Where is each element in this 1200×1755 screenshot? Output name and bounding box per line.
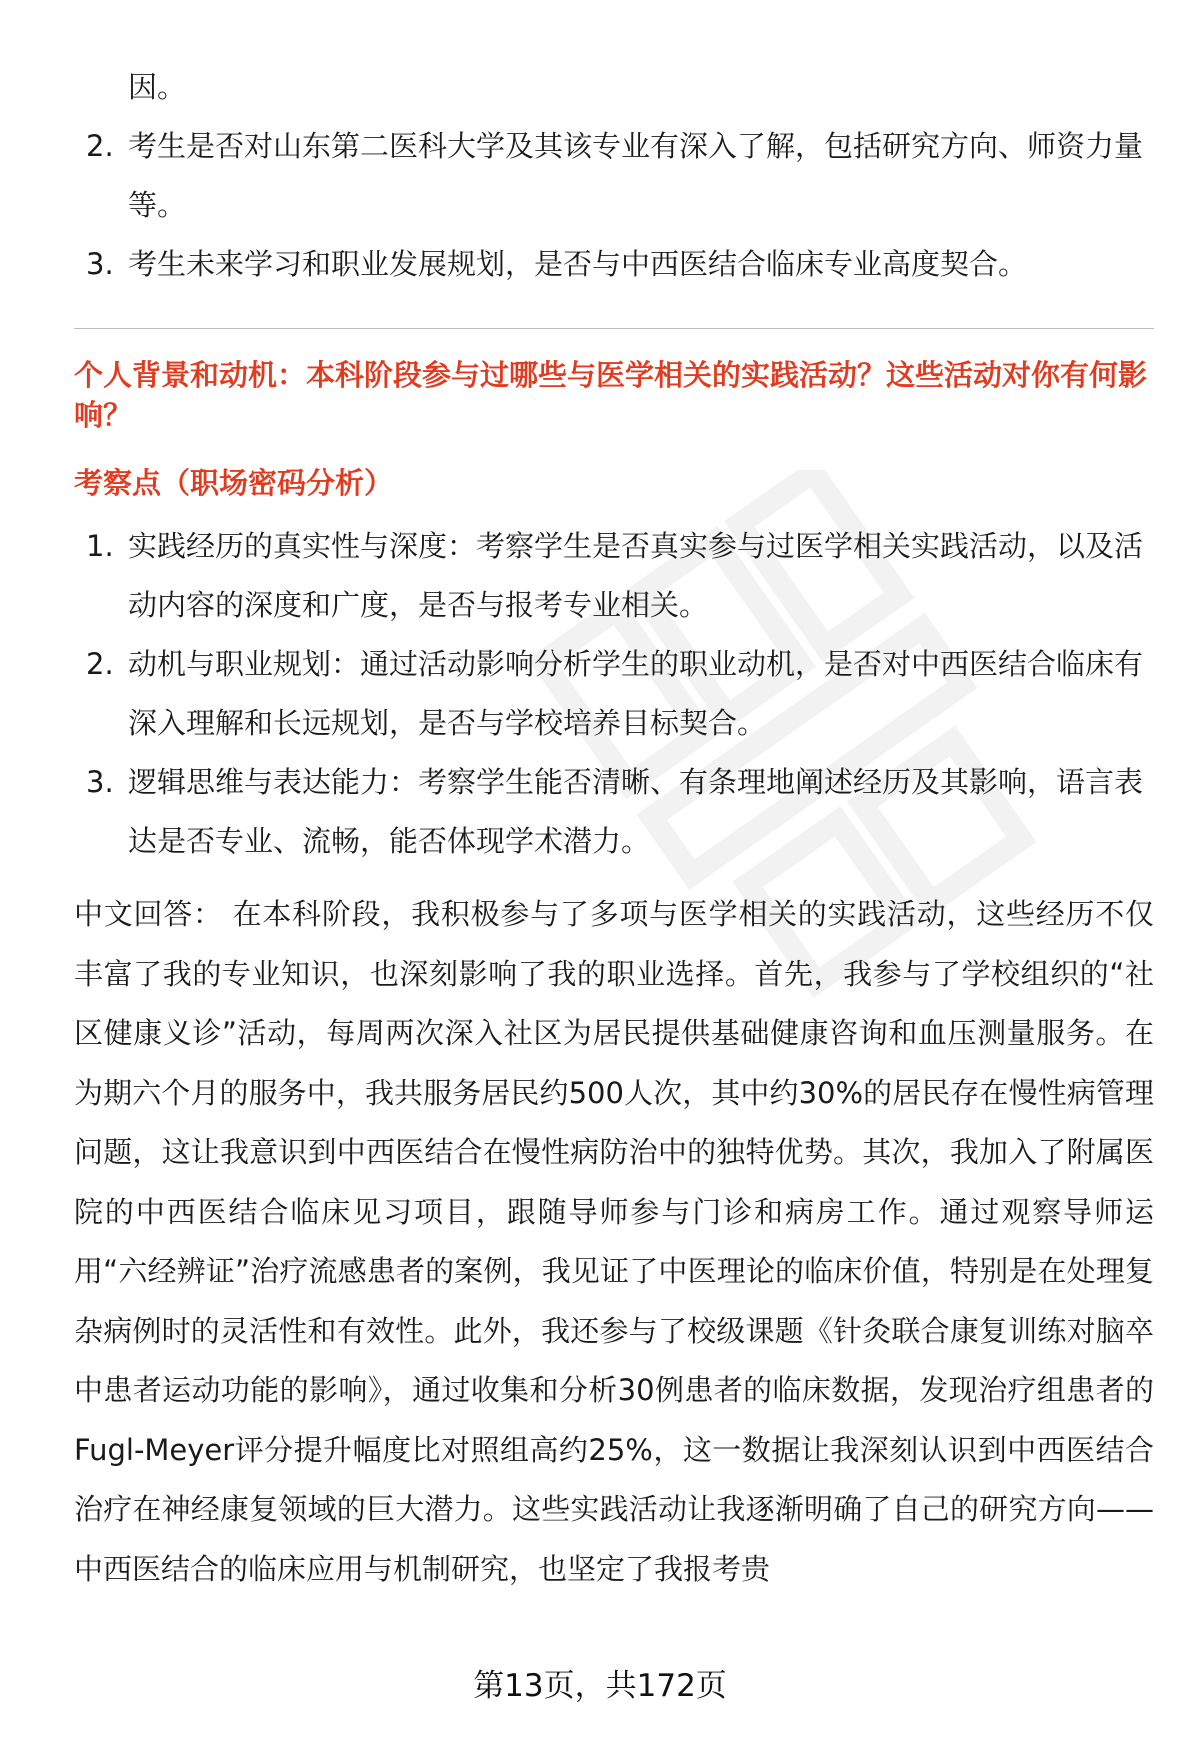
list-item-number: 2. xyxy=(86,647,114,681)
list-item xyxy=(74,235,1154,294)
list-item-text: 动机与职业规划：通过活动影响分析学生的职业动机，是否对中西医结合临床有深入理解和长远规划，是否与学校培养目标契合。 xyxy=(128,647,1144,740)
page-number: 第13页，共172页 xyxy=(473,1668,727,1704)
list-item-number: 3. xyxy=(86,765,114,799)
list-item-text: 逻辑思维与表达能力：考察学生能否清晰、有条理地阐述经历及其影响，语言表达是否专业、流畅，能否体现学术潜力。 xyxy=(128,765,1144,858)
list-item xyxy=(74,58,1154,117)
list-item-number: 3. xyxy=(86,247,114,281)
criteria-list-continued xyxy=(74,58,1154,294)
list-item-text: 考生未来学习和职业发展规划，是否与中西医结合临床专业高度契合。 xyxy=(128,247,1028,281)
list-item xyxy=(74,117,1154,235)
assessment-points-list xyxy=(74,517,1154,871)
list-item-number: 1. xyxy=(86,529,114,563)
page-content xyxy=(74,58,1154,1599)
section-divider xyxy=(74,328,1154,329)
list-item xyxy=(74,517,1154,635)
answer-paragraph: 中文回答： 在本科阶段，我积极参与了多项与医学相关的实践活动，这些经历不仅丰富了我的专业知识，也深刻影响了我的职业选择。首先，我参与了学校组织的“社区健康义诊”活动，每周两次深入社区为居民提供基础健康咨询和血压测量服务。在为期六个月的服务中，我共服务居民约500人次，其中约30%的居民存在慢性病管理问题，这让我意识到中西医结合在慢性病防治中的独特优势。其次，我加入了附属医院的中西医结合临床见习项目，跟随导师参与门诊和病房工作。通过观察导师运用“六经辨证”治疗流感患者的案例，我见证了中医理论的临床价值，特别是在处理复杂病例时的灵活性和有效性。此外，我还参与了校级课题《针灸联合康复训练对脑卒中患者运动功能的影响》，通过收集和分析30例患者的临床数据，发现治疗组患者的Fugl-Meyer评分提升幅度比对照组高约25%，这一数据让我深刻认识到中西医结合治疗在神经康复领域的巨大潜力。这些实践活动让我逐渐明确了自己的研究方向——中西医结合的临床应用与机制研究，也坚定了我报考贵 xyxy=(74,897,1154,1586)
list-item-number: 2. xyxy=(86,129,114,163)
list-item-text: 实践经历的真实性与深度：考察学生是否真实参与过医学相关实践活动，以及活动内容的深度和广度，是否与报考专业相关。 xyxy=(128,529,1144,622)
section-title: 考察点（职场密码分析） xyxy=(74,466,394,500)
interview-question: 个人背景和动机：本科阶段参与过哪些与医学相关的实践活动？这些活动对你有何影响？ xyxy=(74,358,1148,432)
list-item-text: 考生是否对山东第二医科大学及其该专业有深入了解，包括研究方向、师资力量等。 xyxy=(128,129,1144,222)
list-item xyxy=(74,753,1154,871)
list-item-text: 因。 xyxy=(128,70,187,104)
list-item xyxy=(74,635,1154,753)
